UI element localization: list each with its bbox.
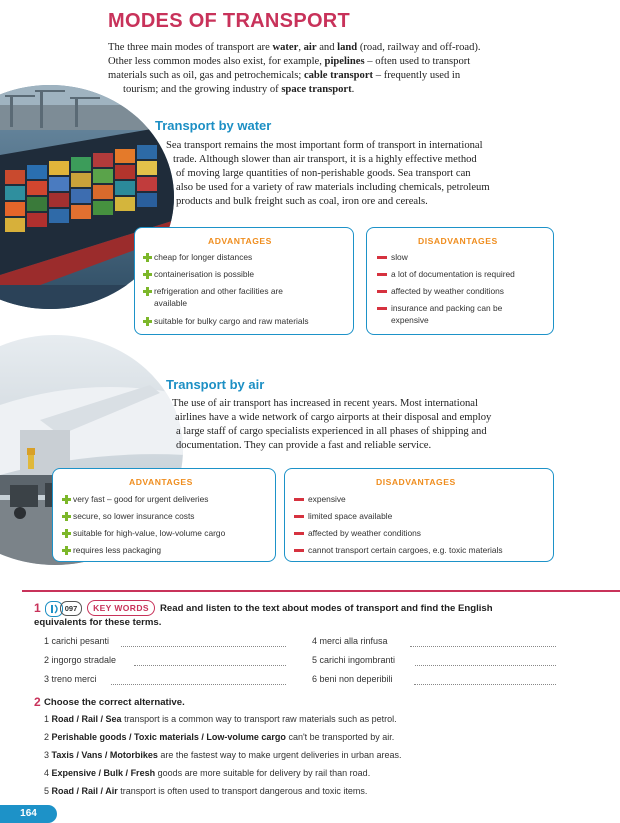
- exercise-2-number: 2: [34, 695, 41, 709]
- term-item: 2 ingorgo stradale: [44, 655, 117, 665]
- air-line: a large staff of cargo specialists experienced in all phases of shipping and: [176, 426, 487, 437]
- minus-icon: [294, 515, 304, 518]
- disadvantage-item: affected by weather conditions: [391, 286, 504, 296]
- advantage-item: cheap for longer distances: [154, 252, 253, 262]
- advantage-item: suitable for high-value, low-volume cargo: [73, 528, 226, 538]
- disadvantage-item: slow: [391, 252, 408, 262]
- plus-icon: [62, 546, 71, 555]
- water-paragraph: [160, 139, 580, 209]
- advantage-item: suitable for bulky cargo and raw materials: [154, 316, 309, 326]
- answer-line[interactable]: [414, 684, 556, 685]
- minus-icon: [377, 256, 387, 259]
- water-line: products and bulk freight such as coal, iron ore and cereals.: [176, 196, 428, 207]
- plus-icon: [62, 495, 71, 504]
- plus-icon: [143, 270, 152, 279]
- term-item: 6 beni non deperibili: [312, 674, 393, 684]
- disadvantage-item: limited space available: [308, 511, 393, 521]
- water-line: Sea transport remains the most important form of transport in international: [166, 140, 483, 151]
- air-disadvantages-label: DISADVANTAGES: [376, 477, 456, 487]
- minus-icon: [294, 498, 304, 501]
- water-disadvantages-label: DISADVANTAGES: [418, 236, 498, 246]
- plus-icon: [143, 287, 152, 296]
- air-paragraph: [166, 397, 586, 453]
- disadvantage-item: insurance and packing can be: [391, 303, 503, 313]
- exercise-2-instruction: Choose the correct alternative.: [44, 697, 185, 708]
- exercise-1-instruction-cont: equivalents for these terms.: [34, 617, 162, 628]
- exercise-2-item: 5 Road / Rail / Air transport is often used to transport dangerous and toxic items.: [44, 786, 368, 796]
- advantage-item: requires less packaging: [73, 545, 161, 555]
- advantage-item: refrigeration and other facilities are: [154, 286, 283, 296]
- water-line: of moving large quantities of non-perishable goods. Sea transport can: [176, 168, 471, 179]
- plus-icon: [143, 317, 152, 326]
- disadvantage-item: expensive: [391, 315, 429, 325]
- answer-line[interactable]: [415, 665, 556, 666]
- air-line: The use of air transport has increased in recent years. Most international: [172, 398, 478, 409]
- exercise-2-item: 1 Road / Rail / Sea transport is a common way to transport raw materials such as petrol.: [44, 714, 397, 724]
- water-line: trade. Although slower than air transport, it is a highly effective method: [173, 154, 477, 165]
- section-divider: [22, 590, 620, 592]
- advantage-item: containerisation is possible: [154, 269, 255, 279]
- exercise-1-number: 1: [34, 601, 41, 615]
- exercise-2-item: 2 Perishable goods / Toxic materials / Low-volume cargo can't be transported by air.: [44, 732, 395, 742]
- advantage-item: available: [154, 298, 188, 308]
- air-line: documentation. They can provide a fast and reliable service.: [176, 440, 432, 451]
- plus-icon: [62, 512, 71, 521]
- audio-track-number: 097: [60, 601, 82, 616]
- page-number: 164: [0, 805, 57, 823]
- answer-line[interactable]: [134, 665, 286, 666]
- disadvantage-item: a lot of documentation is required: [391, 269, 515, 279]
- air-advantages-label: ADVANTAGES: [129, 477, 193, 487]
- advantage-item: very fast – good for urgent deliveries: [73, 494, 209, 504]
- section-heading-water: Transport by water: [155, 118, 272, 133]
- section-heading-air: Transport by air: [166, 377, 265, 392]
- minus-icon: [377, 273, 387, 276]
- intro-paragraph: The three main modes of transport are water, air and land (road, railway and off-road). Other less common modes also exist, for example, pipelines – often used to transport materials such as oil, gas and petrochemicals; cable transport – frequently used in tourism; and the growing industry of space transport.: [108, 42, 481, 95]
- term-item: 4 merci alla rinfusa: [312, 636, 388, 646]
- answer-line[interactable]: [410, 646, 556, 647]
- answer-line[interactable]: [111, 684, 286, 685]
- answer-line[interactable]: [121, 646, 286, 647]
- disadvantage-item: cannot transport certain cargoes, e.g. toxic materials: [308, 545, 503, 555]
- minus-icon: [377, 290, 387, 293]
- term-item: 3 treno merci: [44, 674, 97, 684]
- air-line: airlines have a wide network of cargo airports at their disposal and employ: [175, 412, 492, 423]
- plus-icon: [143, 253, 152, 262]
- page-title: MODES OF TRANSPORT: [108, 10, 351, 32]
- plus-icon: [62, 529, 71, 538]
- minus-icon: [377, 307, 387, 310]
- water-advantages-label: ADVANTAGES: [208, 236, 272, 246]
- term-item: 1 carichi pesanti: [44, 636, 110, 646]
- minus-icon: [294, 549, 304, 552]
- advantage-item: secure, so lower insurance costs: [73, 511, 195, 521]
- disadvantage-item: affected by weather conditions: [308, 528, 421, 538]
- term-item: 5 carichi ingombranti: [312, 655, 396, 665]
- disadvantage-item: expensive: [308, 494, 346, 504]
- water-line: also be used for a variety of raw materials including chemicals, petroleum: [176, 182, 490, 193]
- key-words-badge: KEY WORDS: [87, 600, 155, 616]
- exercise-1-instruction: Read and listen to the text about modes of transport and find the English: [160, 603, 493, 614]
- exercise-2-item: 3 Taxis / Vans / Motorbikes are the fastest way to make urgent deliveries in urban areas.: [44, 750, 402, 760]
- minus-icon: [294, 532, 304, 535]
- exercise-2-item: 4 Expensive / Bulk / Fresh goods are more suitable for delivery by rail than road.: [44, 768, 371, 778]
